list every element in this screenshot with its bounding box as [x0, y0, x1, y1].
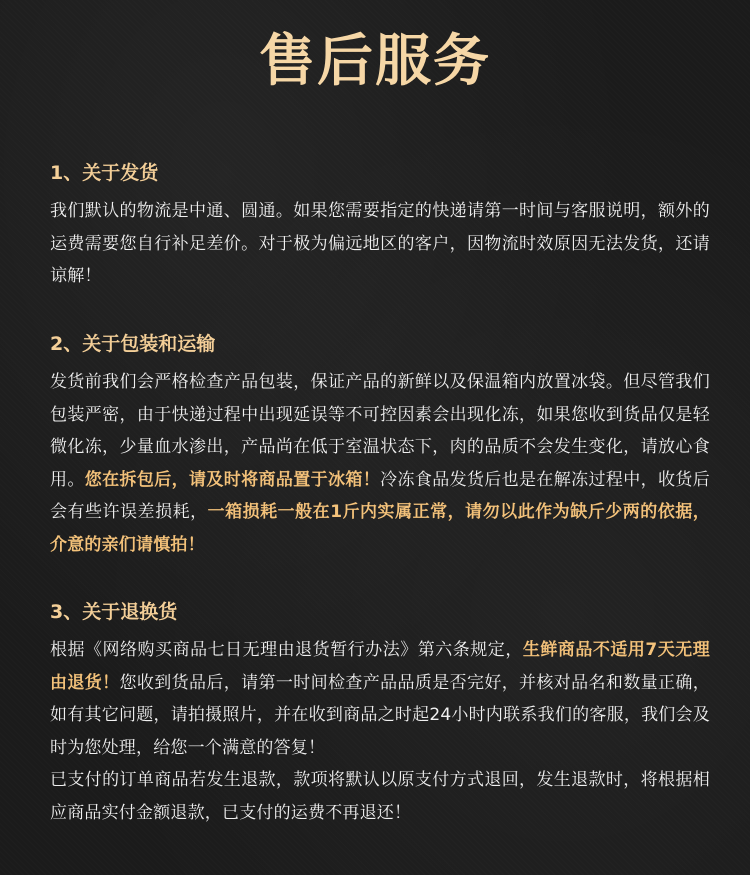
section-returns: [50, 599, 710, 829]
shipping-paragraph: 我们默认的物流是中通、圆通。如果您需要指定的快递请第一时间与客服说明，额外的运费需要您自行补足差价。对于极为偏远地区的客户，因物流时效原因无法发货，还请谅解！: [50, 201, 710, 286]
section-heading-shipping: 1、关于发货: [50, 162, 159, 184]
returns-text-1: 根据《网络购买商品七日无理由退货暂行办法》第六条规定，: [50, 640, 523, 660]
returns-highlight-no-return: 生鲜商品不适用7天无理由退货！: [50, 640, 710, 693]
section-body-shipping: [50, 195, 710, 293]
section-packaging: [50, 331, 710, 561]
page-title: 售后服务: [259, 29, 491, 94]
packaging-highlight-loss: 一箱损耗一般在1斤内实属正常，请勿以此作为缺斤少两的依据，介意的亲们请慎拍！: [50, 502, 710, 555]
section-body-returns: [50, 634, 710, 829]
returns-text-2: 您收到货品后，请第一时间检查产品品质是否完好，并核对品名和数量正确，如有其它问题，请拍摄照片，并在收到商品之时起24小时内联系我们的客服，我们会及时为您处理，给您一个满意的答复！: [50, 672, 710, 758]
section-shipping: [50, 160, 710, 293]
packaging-highlight-fridge: 您在拆包后，请及时将商品置于冰箱！: [84, 469, 381, 490]
section-heading-returns: 3、关于退换货: [50, 601, 178, 623]
packaging-text-1: 发货前我们会严格检查产品包装，保证产品的新鲜以及保温箱内放置冰袋。但尽管我们包装严密，由于快递过程中出现延误等不可控因素会出现化冻，如果您收到货品仅是轻微化冻，少量血水渗出，产品尚在低于室温状态下，肉的品质不会发生变化，请放心食用。: [50, 372, 710, 490]
section-body-packaging: [50, 366, 710, 561]
returns-text-refund: 已支付的订单商品若发生退款，款项将默认以原支付方式退回，发生退款时，将根据相应商品实付金额退款，已支付的运费不再退还！: [50, 770, 710, 823]
section-heading-packaging: 2、关于包装和运输: [50, 333, 216, 355]
packaging-text-2: 冷冻食品发货后也是在解冻过程中，收货后会有些许误差损耗，: [50, 469, 710, 522]
